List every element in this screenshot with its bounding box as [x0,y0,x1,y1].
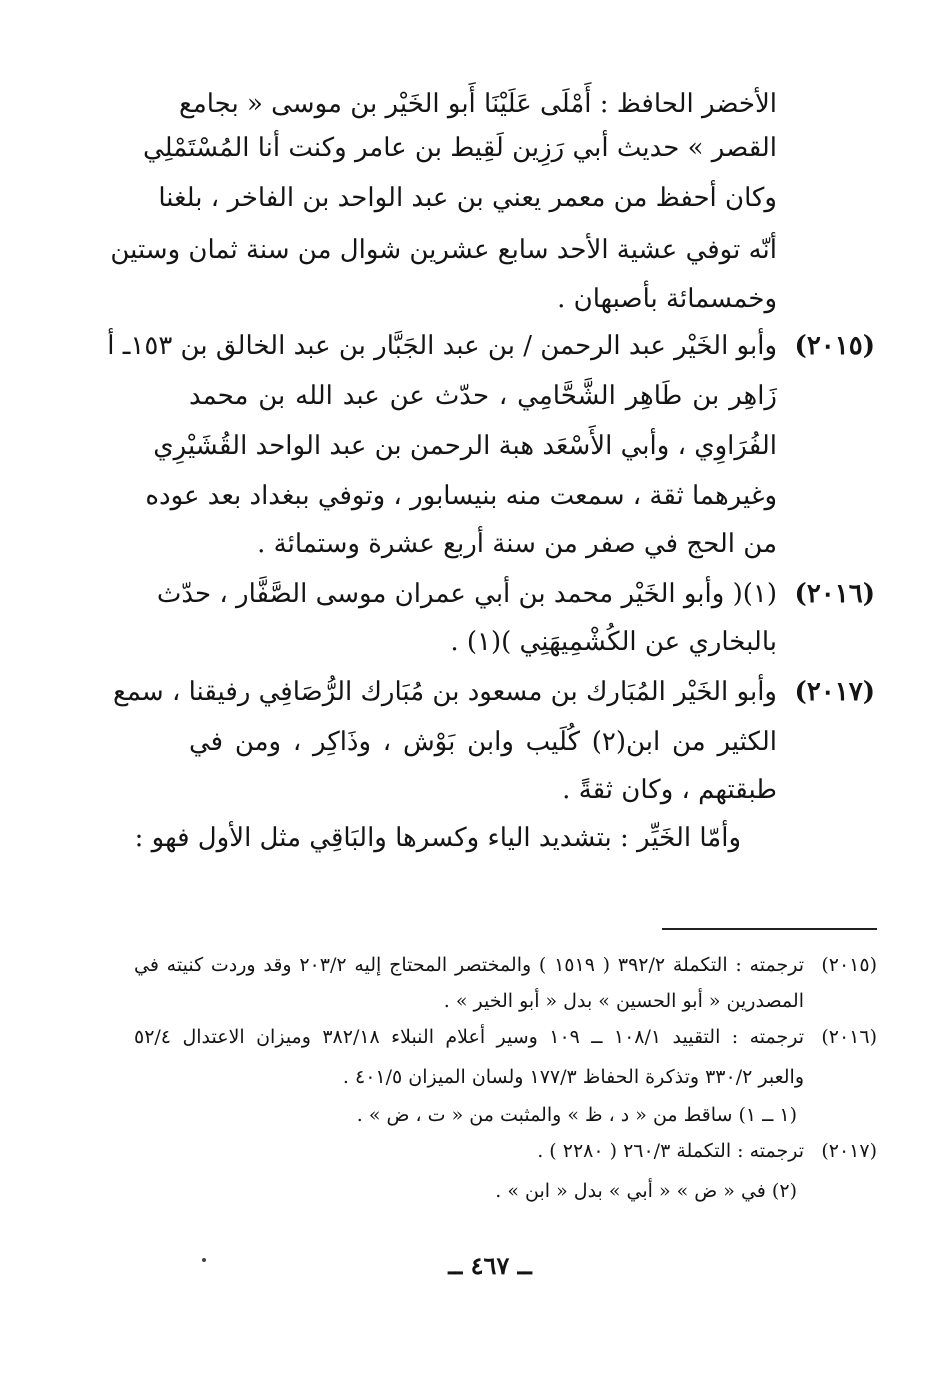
footnote-2016-line-1: ترجمته : التقييد ١٠٨/١ ــ ١٠٩ وسير أعلام النبلاء ٣٨٢/١٨ وميزان الاعتدال ٥٢/٤ [134,1026,805,1048]
closing-line: وأمّا الخَيِّر : بتشديد الياء وكسرها والبَاقِي مثل الأول فهو : [134,823,741,853]
entry-2017-line-3: طبقتهم ، وكان ثقةً . [562,775,777,805]
entry-2017-line-2: الكثير من ابن(٢) كُلَيب وابن بَوْش ، وذَاكِر ، ومن في [189,727,777,757]
entry-2017-line-1: وأبو الخَيْر المُبَارك بن مسعود بن مُبَارك الرُّصَافِي رفيقنا ، سمع [113,677,777,707]
intro-line-5: وخمسمائة بأصبهان . [557,284,777,314]
intro-line-2: القصر » حديث أبي رَزِين لَقِيط بن عامر وكنت أنا المُسْتَمْلِي [142,133,777,163]
footnote-number-2016: (٢٠١٦) [821,1026,877,1048]
intro-line-3: وكان أحفظ من معمر يعني بن عبد الواحد بن الفاخر ، بلغنا [158,183,777,213]
footnote-2017-variant: (٢) في « ض » « أبي » بدل « ابن » . [495,1180,797,1202]
page-number: ــ ٤٦٧ ــ [448,1251,532,1280]
footnote-2017-line-1: ترجمته : التكملة ٢٦٠/٣ ( ٢٢٨٠ ) . [537,1140,804,1162]
intro-line-4: أنّه توفي عشية الأحد سابع عشرين شوال من سنة ثمان وستين [110,235,777,265]
footnote-number-2015: (٢٠١٥) [821,954,877,976]
footnote-2016-line-2: والعبر ٣٣٠/٢ وتذكرة الحفاظ ١٧٧/٣ ولسان الميزان ٤٠١/٥ . [342,1066,804,1088]
entry-2015-line-2: زَاهِر بن طَاهِر الشَّحَّامِي ، حدّث عن عبد الله بن محمد [189,381,777,411]
entry-number-2017: (٢٠١٧) [794,677,875,707]
footnote-number-2017: (٢٠١٧) [821,1140,877,1162]
footnote-2016-variant: (١ ــ ١) ساقط من « د ، ظ » والمثبت من « ت ، ض » . [356,1104,797,1126]
intro-line-1: الأخضر الحافظ : أَمْلَى عَلَيْنَا أَبو الخَيْر بن موسى « بجامع [178,89,777,119]
entry-number-2016: (٢٠١٦) [794,579,875,609]
footnote-separator [662,928,877,930]
speck-mark [202,1258,206,1262]
footnote-2015-line-1: ترجمته : التكملة ٣٩٢/٢ ( ١٥١٩ ) والمختصر المحتاج إليه ٢٠٣/٢ وقد وردت كنيته في [134,954,804,976]
entry-2016-line-2: بالبخاري عن الكُشْمِيهَنِي )(١) . [450,627,777,657]
footnote-2015-line-2: المصدرين « أبو الحسين » بدل « أبو الخير » . [443,990,804,1012]
entry-2015-line-4: وغيرهما ثقة ، سمعت منه بنيسابور ، وتوفي ببغداد بعد عوده [145,481,777,511]
entry-2015-line-5: من الحج في صفر من سنة أربع عشرة وستمائة . [257,529,777,559]
entry-2016-line-1: (١)( وأبو الخَيْر محمد بن أبي عمران موسى الصَّفَّار ، حدّث [156,579,777,609]
entry-2015-line-3: الفُرَاوِي ، وأبي الأَسْعَد هبة الرحمن بن عبد الواحد القُشَيْرِي [153,431,777,461]
entry-number-2015: (٢٠١٥) [794,331,875,361]
entry-2015-line-1: وأبو الخَيْر عبد الرحمن / بن عبد الجَبَّار بن عبد الخالق بن ١٥٣ـ أ [107,331,777,361]
